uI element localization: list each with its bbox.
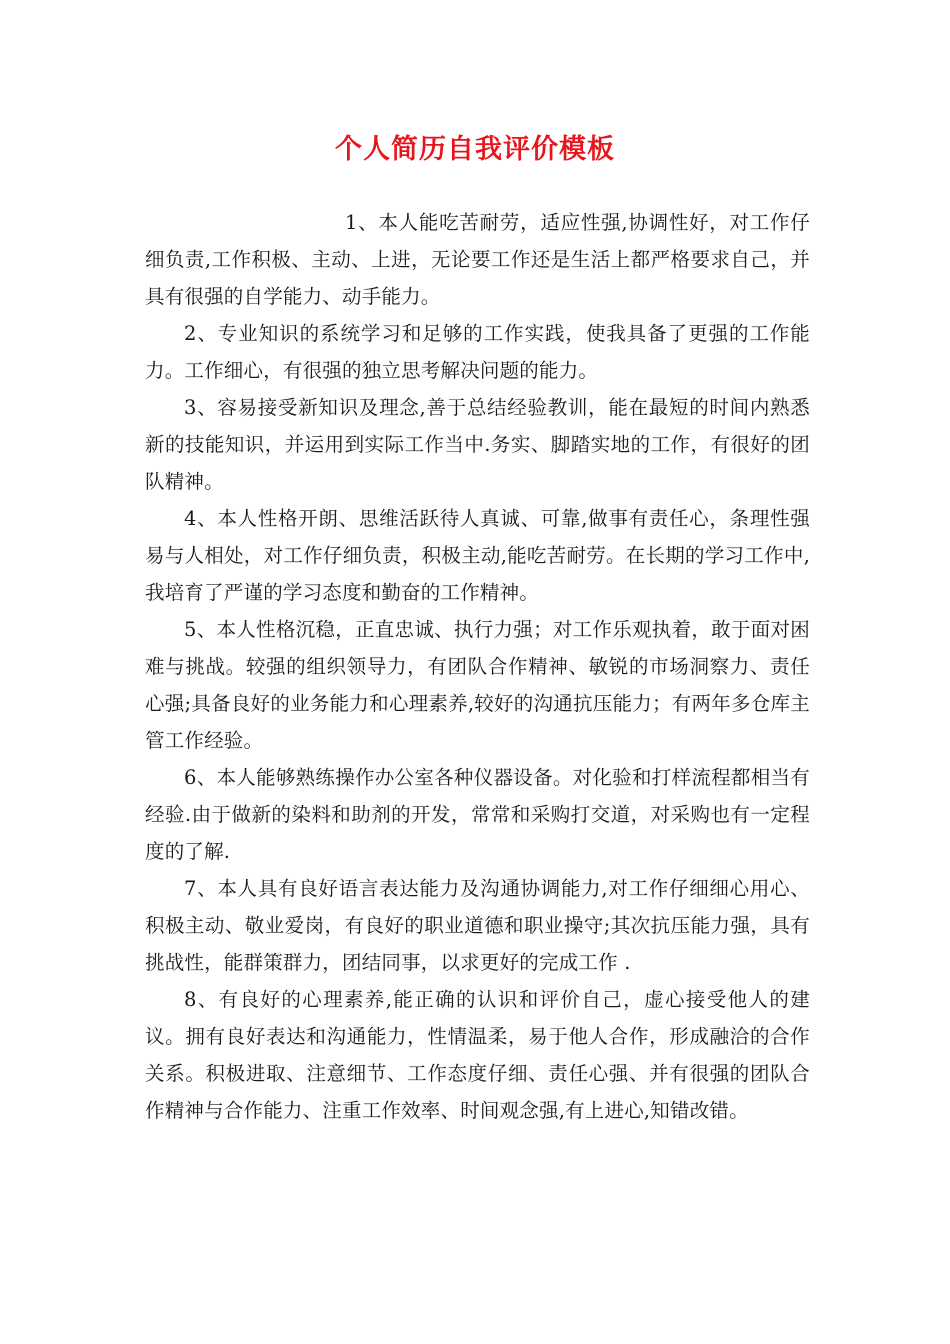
paragraph-8: 8、有良好的心理素养,能正确的认识和评价自己，虚心接受他人的建议。拥有良好表达和沟通能力，性情温柔，易于他人合作，形成融洽的合作关系。积极进取、注意细节、工作态度仔细、责任心强、并有很强的团队合作精神与合作能力、注重工作效率、时间观念强,有上进心,知错改错。: [145, 988, 810, 1122]
paragraph-4: 4、本人性格开朗、思维活跃待人真诚、可靠,做事有责任心，条理性强易与人相处，对工作仔细负责，积极主动,能吃苦耐劳。在长期的学习工作中,我培育了严谨的学习态度和勤奋的工作精神。: [145, 507, 810, 604]
paragraph-3: 3、容易接受新知识及理念,善于总结经验教训，能在最短的时间内熟悉新的技能知识，并运用到实际工作当中.务实、脚踏实地的工作，有很好的团队精神。: [145, 396, 810, 493]
document-body: [145, 204, 810, 1129]
document-title: 个人简历自我评价模板: [335, 134, 615, 165]
paragraph-1: 1、本人能吃苦耐劳，适应性强,协调性好，对工作仔细负责,工作积极、主动、上进，无论要工作还是生活上都严格要求自己，并具有很强的自学能力、动手能力。: [145, 211, 810, 308]
paragraph-6: 6、本人能够熟练操作办公室各种仪器设备。对化验和打样流程都相当有经验.由于做新的染料和助剂的开发，常常和采购打交道，对采购也有一定程度的了解.: [145, 766, 810, 863]
paragraph-7: 7、本人具有良好语言表达能力及沟通协调能力,对工作仔细细心用心、积极主动、敬业爱岗，有良好的职业道德和职业操守;其次抗压能力强，具有挑战性，能群策群力，团结同事，以求更好的完成工作 .: [145, 877, 810, 974]
paragraph-5: 5、本人性格沉稳，正直忠诚、执行力强；对工作乐观执着，敢于面对困难与挑战。较强的组织领导力，有团队合作精神、敏锐的市场洞察力、责任心强;具备良好的业务能力和心理素养,较好的沟通抗压能力；有两年多仓库主管工作经验。: [145, 618, 810, 752]
paragraph-2: 2、专业知识的系统学习和足够的工作实践，使我具备了更强的工作能力。工作细心，有很强的独立思考解决问题的能力。: [145, 322, 810, 382]
